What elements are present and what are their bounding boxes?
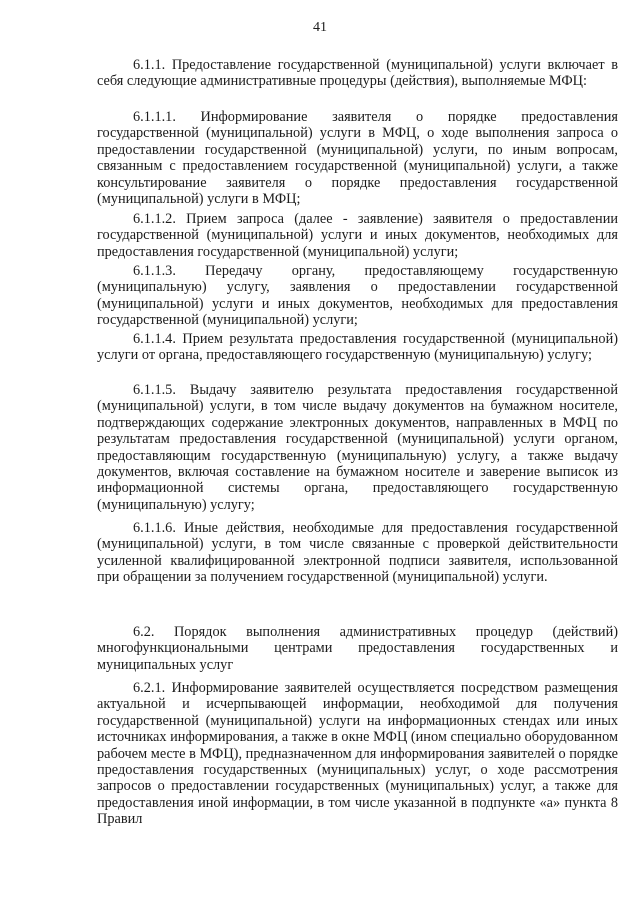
paragraph-6-1-1-6: 6.1.1.6. Иные действия, необходимые для предоставления государственной (муниципальной) услуги, в том числе связанные с проверкой действительности усиленной квалифицированной электронной подписи заявителя, использованной при обращении за получением государственной (муниципальной) услуги. [97, 520, 618, 586]
paragraph-6-1-1-1: 6.1.1.1. Информирование заявителя о порядке предоставления государственной (муниципальной) услуги в МФЦ, о ходе выполнения запроса о предоставлении государственной (муниципальной) услуги, по иным вопросам, связанным с предоставлением государственной (муниципальной) услуги, а также консультирование заявителя о порядке предоставления государственной (муниципальной) услуги в МФЦ; [97, 109, 618, 208]
paragraph-6-1-1: 6.1.1. Предоставление государственной (муниципальной) услуги включает в себя следующие административные процедуры (действия), выполняемые МФЦ: [97, 57, 618, 90]
paragraph-6-2-1: 6.2.1. Информирование заявителей осуществляется посредством размещения актуальной и исчерпывающей информации, необходимой для получения государственной (муниципальной) услуги на информационных стендах или иных источниках информирования, а также в окне МФЦ (ином специально оборудованном рабочем месте в МФЦ), предназначенном для информирования заявителей о порядке предоставления государственных (муниципальных) услуг, о ходе рассмотрения запросов о предоставлении государственных (муниципальных) услуг, а также для предоставления иной информации, в том числе указанной в подпункте «а» пункта 8 Правил [97, 680, 618, 828]
section-heading-6-2: 6.2. Порядок выполнения административных процедур (действий) многофункциональными центрами предоставления государственных и муниципальных услуг [97, 624, 618, 673]
paragraph-6-1-1-3: 6.1.1.3. Передачу органу, предоставляющему государственную (муниципальную) услугу, заявления о предоставлении государственной (муниципальной) услуги и иных документов, необходимых для предоставления государственной (муниципальной) услуги; [97, 263, 618, 329]
paragraph-6-1-1-2: 6.1.1.2. Прием запроса (далее - заявление) заявителя о предоставлении государственной (муниципальной) услуги и иных документов, необходимых для предоставления государственной (муниципальной) услуги; [97, 211, 618, 260]
paragraph-6-1-1-4: 6.1.1.4. Прием результата предоставления государственной (муниципальной) услуги от органа, предоставляющего государственную (муниципальную) услугу; [97, 331, 618, 364]
page-number: 41 [313, 20, 327, 35]
paragraph-6-1-1-5: 6.1.1.5. Выдачу заявителю результата предоставления государственной (муниципальной) услуги, в том числе выдачу документов на бумажном носителе, подтверждающих содержание электронных документов, направленных в МФЦ по результатам предоставления государственной (муниципальной) услуги органом, предоставляющим государственную (муниципальную) услугу, а также выдачу документов, включая составление на бумажном носителе и заверение выписок из информационной системы органа, предоставляющего государственную (муниципальную) услугу; [97, 382, 618, 513]
